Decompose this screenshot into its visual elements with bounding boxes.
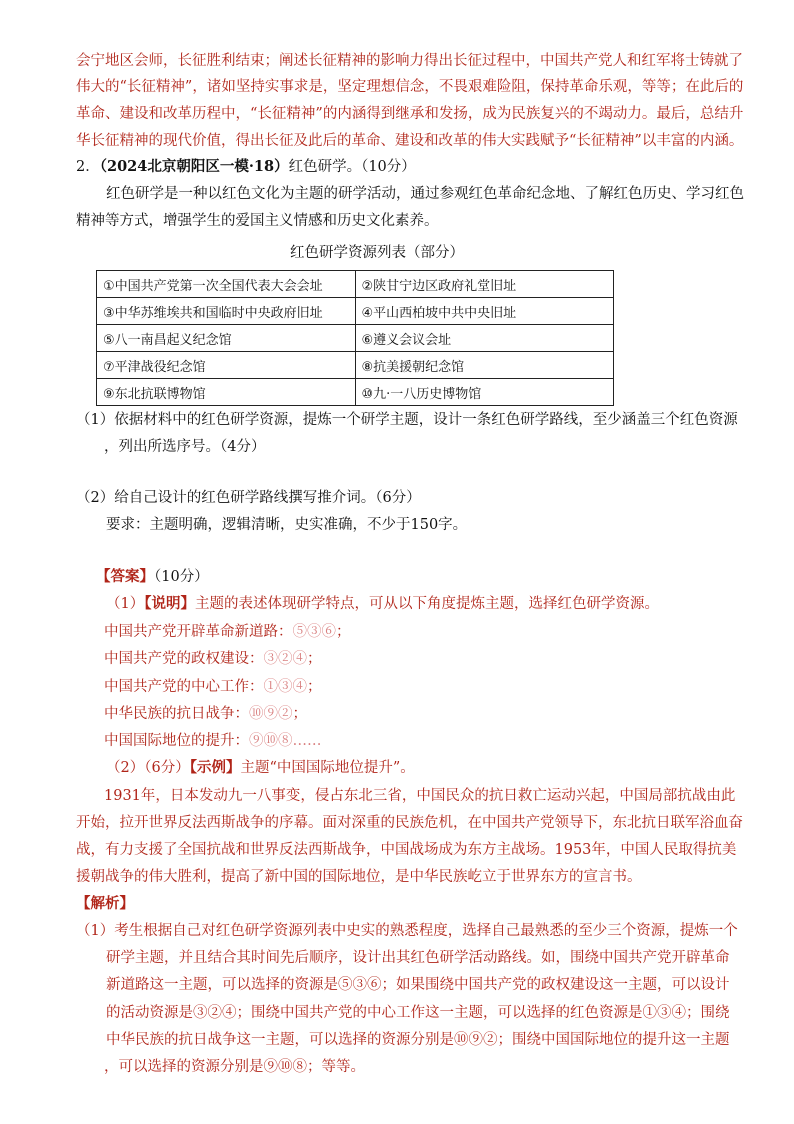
table-cell: ⑩九·一八历史博物馆 <box>355 379 614 406</box>
theme-label: 中国国际地位的提升： <box>104 733 249 749</box>
example-line-2: 开始，拉开世界反法西斯战争的序幕。面对深重的民族危机，在中国共产党领导下，东北抗日联军浴血奋 <box>76 815 743 831</box>
table-cell: ⑥遵义会议会址 <box>355 325 614 352</box>
table-caption: 红色研学资源列表（部分） <box>290 245 464 261</box>
analysis-line-6: ，可以选择的资源分别是⑨⑩⑧；等等。 <box>104 1059 365 1075</box>
theme-label: 中国共产党的政权建设： <box>104 651 264 667</box>
theme-suffix: ； <box>336 624 351 640</box>
theme-codes: ⑨⑩⑧…… <box>249 733 322 749</box>
theme-item <box>104 677 322 697</box>
answer-part-1-prefix: （1） <box>106 596 145 612</box>
analysis-line-1: （1）考生根据自己对红色研学资源列表中史实的熟悉程度，选择自己最熟悉的至少三个资源，提炼一个 <box>76 923 738 939</box>
question-title: 红色研学。（10分） <box>288 159 416 175</box>
table-cell: ②陕甘宁边区政府礼堂旧址 <box>355 271 614 298</box>
intro-line-4: 华长征精神的现代价值，得出长征及此后的革命、建设和改革的伟大实践赋予“长征精神”以丰富的内涵。 <box>76 133 744 149</box>
answer-part-2-text: 主题“中国国际地位提升”。 <box>240 760 415 776</box>
analysis-line-5: 中华民族的抗日战争这一主题，可以选择的资源分别是⑩⑨②；围绕中国国际地位的提升这一主题 <box>106 1032 730 1048</box>
example-line-3: 战，有力支援了全国抗战和世界反法西斯战争，中国战场成为东方主战场。1953年，中国人民取得抗美 <box>76 842 737 858</box>
table-row <box>97 325 614 352</box>
example-line-1: 1931年，日本发动九一八事变，侵占东北三省，中国民众的抗日救亡运动兴起，中国局部抗战由此 <box>104 788 736 804</box>
theme-item <box>104 731 322 751</box>
answer-part-2-prefix: （2）（6分） <box>106 760 190 776</box>
answer-tag: 【答案】 <box>96 568 154 585</box>
question-number: 2． <box>76 159 100 175</box>
theme-label: 中国共产党开辟革命新道路： <box>104 624 293 640</box>
theme-item <box>104 649 322 669</box>
question-desc-line-2: 精神等方式，增强学生的爱国主义情感和历史文化素养。 <box>76 213 439 229</box>
theme-codes: ①③④ <box>263 679 307 695</box>
table-row <box>97 379 614 406</box>
theme-label: 中国共产党的中心工作： <box>104 679 264 695</box>
answer-part-1-text: 主题的表述体现研学特点，可从以下角度提炼主题，选择红色研学资源。 <box>194 596 659 612</box>
subquestion-1-line-1: （1）依据材料中的红色研学资源，提炼一个研学主题，设计一条红色研学路线，至少涵盖三个红色资源 <box>76 412 738 428</box>
theme-codes: ⑩⑨② <box>249 706 293 722</box>
analysis-line-3: 新道路这一主题，可以选择的资源是⑤③⑥；如果围绕中国共产党的政权建设这一主题，可以设计 <box>106 977 730 993</box>
theme-codes: ⑤③⑥ <box>292 624 336 640</box>
answer-header <box>96 567 209 587</box>
example-line-4: 援朝战争的伟大胜利，提高了新中国的国际地位，是中华民族屹立于世界东方的宣言书。 <box>76 869 642 885</box>
theme-suffix: ； <box>307 679 322 695</box>
table-cell: ⑦平津战役纪念馆 <box>97 352 356 379</box>
answer-score: （10分） <box>154 569 209 585</box>
table-cell: ⑧抗美援朝纪念馆 <box>355 352 614 379</box>
theme-suffix: ； <box>292 706 307 722</box>
answer-part-2 <box>106 758 415 778</box>
table-cell: ⑤八一南昌起义纪念馆 <box>97 325 356 352</box>
analysis-header: 【解析】 <box>76 895 134 912</box>
subquestion-1-line-2: ，列出所选序号。（4分） <box>104 439 266 455</box>
table-row <box>97 298 614 325</box>
table-row <box>97 352 614 379</box>
table-cell: ⑨东北抗联博物馆 <box>97 379 356 406</box>
intro-line-1: 会宁地区会师，长征胜利结束；阐述长征精神的影响力得出长征过程中，中国共产党人和红军将士铸就了 <box>76 53 743 69</box>
question-desc-line-1: 红色研学是一种以红色文化为主题的研学活动，通过参观红色革命纪念地、了解红色历史、学习红色 <box>106 186 744 202</box>
intro-line-2: 伟大的“长征精神”，诸如坚持实事求是，坚定理想信念，不畏艰难险阻，保持革命乐观，等等；在此后的 <box>76 79 744 95</box>
answer-part-1 <box>106 594 659 614</box>
theme-item <box>104 704 307 724</box>
subquestion-2: （2）给自己设计的红色研学路线撰写推介词。（6分） <box>76 490 421 506</box>
theme-label: 中华民族的抗日战争： <box>104 706 249 722</box>
table-row <box>97 271 614 298</box>
theme-suffix: ； <box>307 651 322 667</box>
answer-part-1-tag: 【说明】 <box>144 595 195 612</box>
analysis-line-4: 的活动资源是③②④；围绕中国共产党的中心工作这一主题，可以选择的红色资源是①③④；围绕 <box>106 1005 730 1021</box>
analysis-line-2: 研学主题，并且结合其时间先后顺序，设计出其红色研学活动路线。如，围绕中国共产党开辟革命 <box>106 950 730 966</box>
theme-item <box>104 622 351 642</box>
table-cell: ③中华苏维埃共和国临时中央政府旧址 <box>97 298 356 325</box>
answer-part-2-tag: 【示例】 <box>189 759 241 776</box>
table-cell: ④平山西柏坡中共中央旧址 <box>355 298 614 325</box>
intro-line-3: 革命、建设和改革历程中，“长征精神”的内涵得到继承和发扬，成为民族复兴的不竭动力。最后，总结升 <box>76 106 744 122</box>
question-header <box>76 157 416 177</box>
question-source: （2024北京朝阳区一模·18） <box>99 158 289 175</box>
resource-table <box>96 270 614 406</box>
theme-codes: ③②④ <box>263 651 307 667</box>
table-cell: ①中国共产党第一次全国代表大会会址 <box>97 271 356 298</box>
requirement: 要求：主题明确，逻辑清晰，史实准确，不少于150字。 <box>106 517 468 533</box>
